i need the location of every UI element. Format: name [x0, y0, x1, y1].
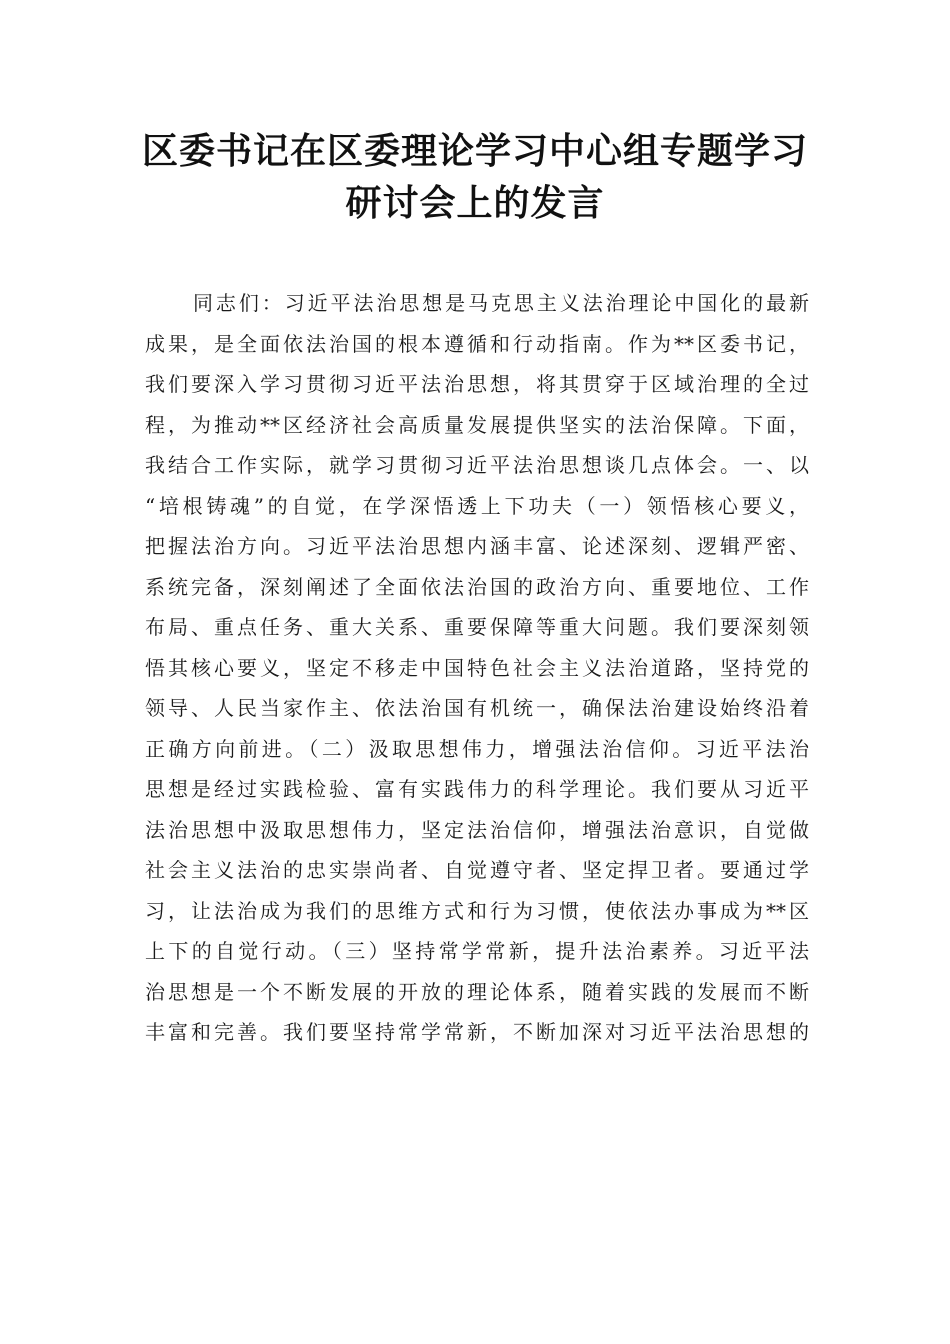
body-line: 布局、重点任务、重大关系、重要保障等重大问题。我们要深刻领 — [145, 615, 809, 639]
body-line: 习，让法治成为我们的思维方式和行为习惯，使依法办事成为**区 — [145, 898, 809, 923]
title-line-2: 研讨会上的发言 — [345, 183, 605, 224]
body-line: 丰富和完善。我们要坚持常学常新，不断加深对习近平法治思想的 — [145, 1020, 809, 1044]
document-body — [145, 283, 809, 1053]
body-line: 同志们：习近平法治思想是马克思主义法治理论中国化的最新 — [193, 291, 809, 315]
body-line: 正确方向前进。（二）汲取思想伟力，增强法治信仰。习近平法治 — [145, 736, 809, 761]
body-line: 成果，是全面依法治国的根本遵循和行动指南。作为**区委书记， — [145, 331, 809, 356]
body-line: 领导、人民当家作主、依法治国有机统一，确保法治建设始终沿着 — [145, 696, 809, 720]
body-line: “培根铸魂”的自觉，在学深悟透上下功夫（一）领悟核心要义， — [145, 493, 809, 518]
body-line: 思想是经过实践检验、富有实践伟力的科学理论。我们要从习近平 — [145, 777, 809, 801]
body-line: 程，为推动**区经济社会高质量发展提供坚实的法治保障。下面， — [145, 412, 809, 437]
document-title — [100, 126, 850, 230]
body-line: 我们要深入学习贯彻习近平法治思想，将其贯穿于区域治理的全过 — [145, 372, 809, 396]
body-line: 法治思想中汲取思想伟力，坚定法治信仰，增强法治意识，自觉做 — [145, 817, 809, 842]
body-line: 悟其核心要义，坚定不移走中国特色社会主义法治道路，坚持党的 — [145, 655, 809, 680]
title-line-1: 区委书记在区委理论学习中心组专题学习 — [141, 131, 808, 172]
body-line: 把握法治方向。习近平法治思想内涵丰富、论述深刻、逻辑严密、 — [145, 534, 809, 558]
body-line: 系统完备，深刻阐述了全面依法治国的政治方向、重要地位、工作 — [145, 574, 809, 599]
body-line: 社会主义法治的忠实崇尚者、自觉遵守者、坚定捍卫者。要通过学 — [145, 858, 809, 882]
body-line: 我结合工作实际，就学习贯彻习近平法治思想谈几点体会。一、以 — [145, 453, 809, 477]
body-line: 上下的自觉行动。（三）坚持常学常新，提升法治素养。习近平法 — [145, 939, 809, 963]
body-line: 治思想是一个不断发展的开放的理论体系，随着实践的发展而不断 — [145, 979, 809, 1004]
